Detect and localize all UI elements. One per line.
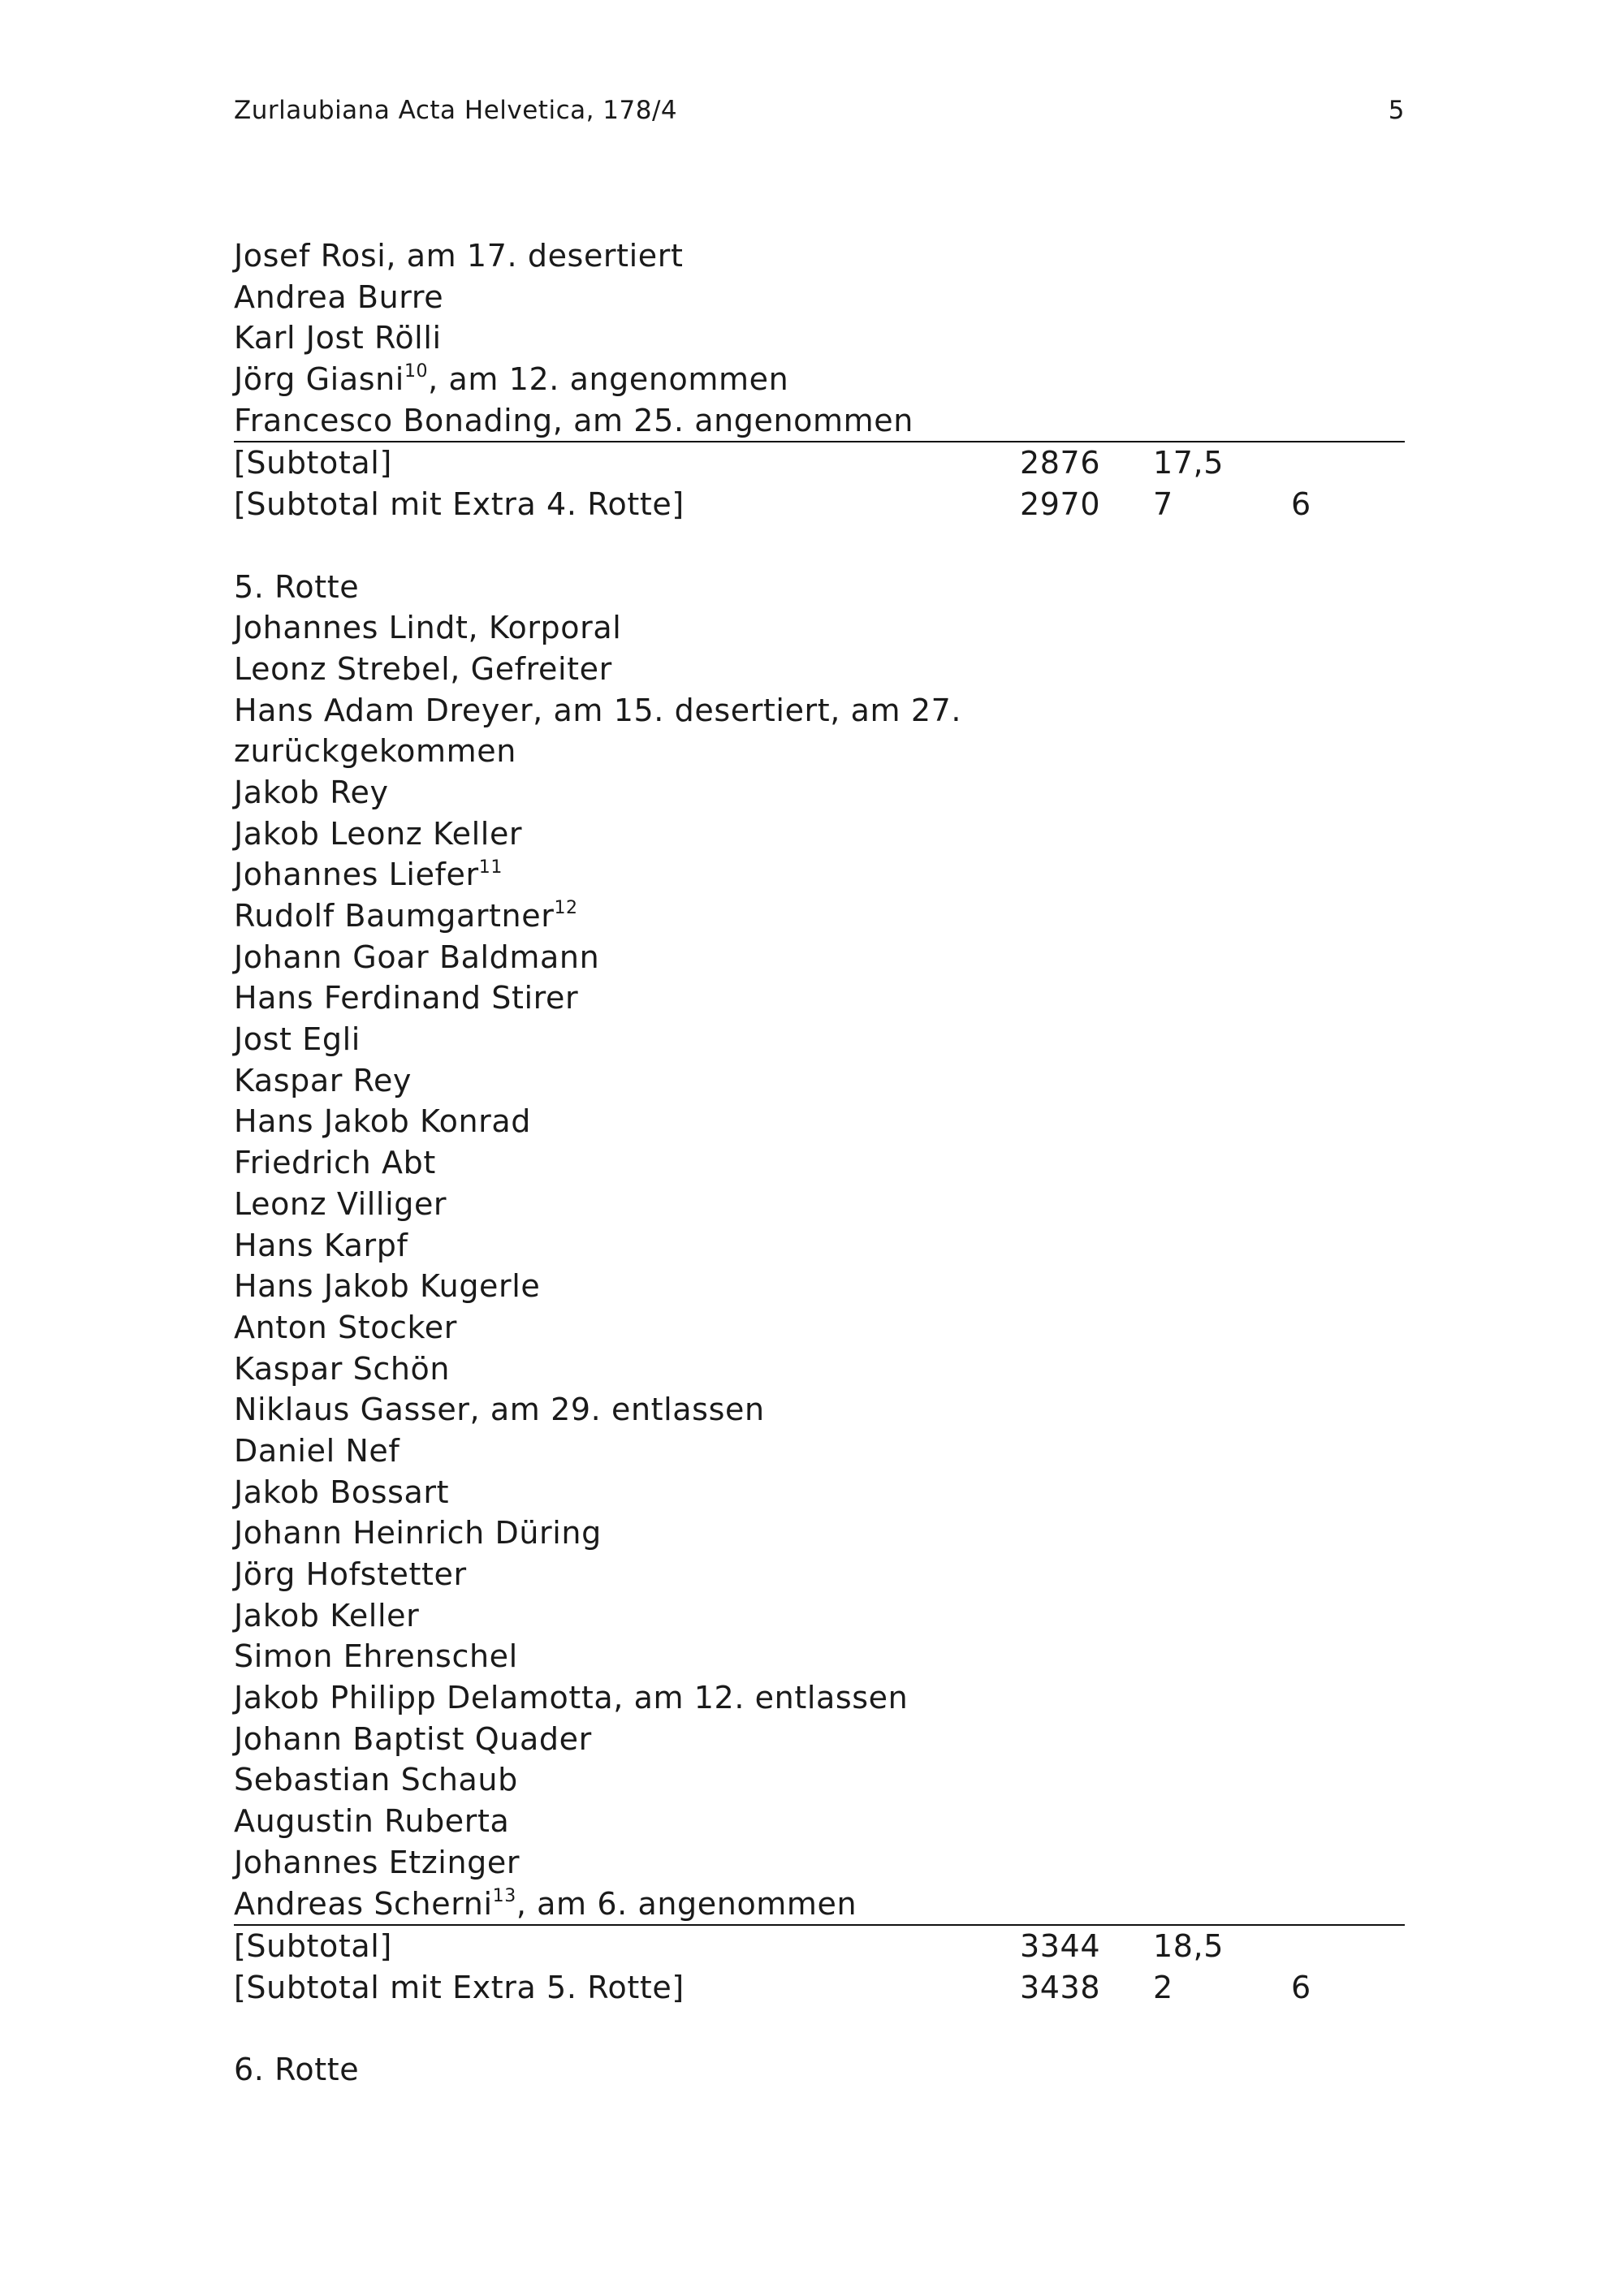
subtotal-value-b: 18,5 bbox=[1153, 1928, 1224, 1965]
entry-name: Rudolf Baumgartner bbox=[234, 898, 555, 934]
footnote-marker: 10 bbox=[404, 361, 429, 382]
subtotal-extra-value-b: 7 bbox=[1153, 486, 1173, 523]
subtotal-extra-label: [Subtotal mit Extra 5. Rotte] bbox=[234, 1969, 685, 2005]
section-heading: 6. Rotte bbox=[234, 2052, 360, 2088]
footnote-marker: 11 bbox=[478, 857, 503, 878]
subtotal-extra-value-a: 2970 bbox=[1020, 486, 1101, 523]
roster-entry: Kaspar Schön bbox=[234, 1350, 451, 1387]
roster-entry bbox=[234, 854, 1405, 896]
entry-note: , am 6. angenommen bbox=[516, 1885, 857, 1922]
subtotal-extra-value-b: 2 bbox=[1153, 1969, 1173, 2005]
subtotal-extra-value-a: 3438 bbox=[1020, 1969, 1101, 2005]
subtotal-row bbox=[234, 442, 1405, 484]
roster-entry: Hans Jakob Kugerle bbox=[234, 1268, 541, 1305]
roster-entry bbox=[234, 359, 1405, 400]
page-number: 5 bbox=[1388, 96, 1405, 125]
entry-name: Johannes Liefer bbox=[234, 857, 479, 893]
roster-entry: Josef Rosi, am 17. desertiert bbox=[234, 238, 684, 274]
roster-entry: Augustin Ruberta bbox=[234, 1803, 510, 1840]
roster-entry: Jakob Rey bbox=[234, 774, 389, 810]
subtotal-row bbox=[234, 1926, 1405, 1967]
roster-entry: Hans Adam Dreyer, am 15. desertiert, am 27. bbox=[234, 692, 962, 728]
entry-name: Andreas Scherni bbox=[234, 1885, 493, 1922]
roster-entry: Sebastian Schaub bbox=[234, 1762, 518, 1798]
roster-entry: Karl Jost Rölli bbox=[234, 320, 442, 356]
subtotal-value-b: 17,5 bbox=[1153, 445, 1224, 481]
subtotal-extra-label: [Subtotal mit Extra 4. Rotte] bbox=[234, 486, 685, 523]
footnote-marker: 13 bbox=[492, 1885, 516, 1906]
roster-entry: Leonz Villiger bbox=[234, 1185, 447, 1222]
subtotal-label: [Subtotal] bbox=[234, 445, 392, 481]
roster-entry: zurückgekommen bbox=[234, 733, 516, 770]
roster-entries-4 bbox=[234, 235, 1405, 442]
roster-entry: Hans Ferdinand Stirer bbox=[234, 980, 579, 1016]
subtotal-value-a: 3344 bbox=[1020, 1928, 1101, 1965]
subtotal-extra-value-c: 6 bbox=[1291, 1969, 1311, 2005]
roster-entry bbox=[234, 1884, 1405, 1927]
running-header bbox=[234, 96, 1405, 128]
roster-entry: Francesco Bonading, am 25. angenommen bbox=[234, 400, 1405, 443]
roster-entry: Johann Baptist Quader bbox=[234, 1720, 592, 1757]
footnote-marker: 12 bbox=[554, 898, 578, 919]
subtotal-extra-row bbox=[234, 484, 1405, 525]
roster-entry: Daniel Nef bbox=[234, 1432, 400, 1469]
roster-content bbox=[234, 235, 1405, 2091]
entry-name: Jörg Giasni bbox=[234, 361, 404, 398]
roster-entry: Jakob Leonz Keller bbox=[234, 815, 523, 852]
roster-entries-5 bbox=[234, 607, 1405, 1926]
roster-entry: Jörg Hofstetter bbox=[234, 1556, 467, 1592]
section-heading: 5. Rotte bbox=[234, 568, 360, 605]
roster-entry: Jost Egli bbox=[234, 1021, 361, 1058]
roster-entry: Leonz Strebel, Gefreiter bbox=[234, 650, 612, 687]
roster-entry: Johannes Lindt, Korporal bbox=[234, 610, 622, 646]
roster-entry: Hans Karpf bbox=[234, 1227, 408, 1263]
roster-entry: Jakob Bossart bbox=[234, 1474, 450, 1510]
roster-entry: Jakob Philipp Delamotta, am 12. entlassen bbox=[234, 1680, 909, 1716]
roster-entry: Niklaus Gasser, am 29. entlassen bbox=[234, 1392, 765, 1428]
subtotal-extra-value-c: 6 bbox=[1291, 486, 1311, 523]
roster-entry bbox=[234, 896, 1405, 937]
subtotal-value-a: 2876 bbox=[1020, 445, 1101, 481]
entry-note: , am 12. angenommen bbox=[428, 361, 789, 398]
spacer bbox=[234, 2009, 1405, 2050]
roster-entry: Kaspar Rey bbox=[234, 1062, 412, 1098]
roster-entry: Johannes Etzinger bbox=[234, 1844, 520, 1880]
roster-entry: Andrea Burre bbox=[234, 278, 444, 315]
subtotal-extra-row bbox=[234, 1967, 1405, 2009]
subtotal-label: [Subtotal] bbox=[234, 1928, 392, 1965]
spacer bbox=[234, 525, 1405, 567]
roster-entry: Simon Ehrenschel bbox=[234, 1638, 518, 1675]
roster-entry: Friedrich Abt bbox=[234, 1145, 436, 1181]
document-title: Zurlaubiana Acta Helvetica, 178/4 bbox=[234, 96, 678, 125]
roster-entry: Jakob Keller bbox=[234, 1597, 420, 1634]
roster-entry: Anton Stocker bbox=[234, 1309, 458, 1345]
roster-entry: Johann Heinrich Düring bbox=[234, 1515, 602, 1552]
roster-entry: Johann Goar Baldmann bbox=[234, 939, 600, 975]
roster-entry: Hans Jakob Konrad bbox=[234, 1103, 532, 1140]
